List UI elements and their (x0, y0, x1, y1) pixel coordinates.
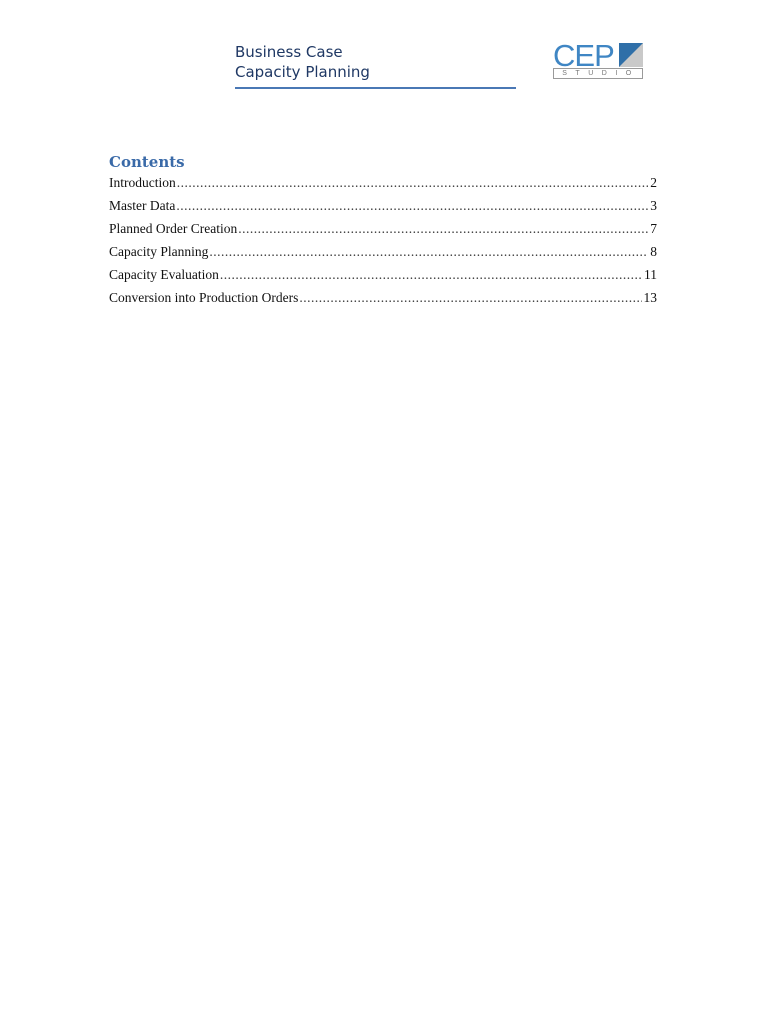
document-header-title (235, 42, 370, 82)
toc-entry[interactable] (109, 221, 657, 244)
cep-studio-logo (553, 38, 645, 81)
toc-entry-page: 8 (650, 244, 657, 259)
logo-subtext: STUDIO (562, 70, 640, 77)
header-title-line1: Business Case (235, 43, 343, 61)
toc-leader-dots (177, 175, 649, 191)
toc-entry-label: Planned Order Creation (109, 221, 238, 236)
header-title-line2: Capacity Planning (235, 63, 370, 81)
toc-entry-label: Capacity Planning (109, 244, 209, 259)
toc-entry[interactable] (109, 290, 657, 313)
toc-entry-label: Conversion into Production Orders (109, 290, 299, 305)
toc-leader-dots (238, 221, 648, 237)
toc-leader-dots (299, 290, 641, 306)
toc-leader-dots (176, 198, 648, 214)
toc-entry-page: 13 (643, 290, 657, 305)
toc-entry-page: 2 (650, 175, 657, 190)
toc-entry-page: 7 (650, 221, 657, 236)
contents-heading: Contents (109, 153, 185, 171)
logo-text: CEP (553, 38, 614, 73)
toc-leader-dots (220, 267, 642, 283)
toc-leader-dots (209, 244, 648, 260)
toc-entry-page: 11 (644, 267, 657, 282)
toc-entry[interactable] (109, 198, 657, 221)
logo-mark-icon (619, 43, 643, 67)
logo-studio-box (553, 68, 643, 79)
toc-entry[interactable] (109, 244, 657, 267)
toc-entry[interactable] (109, 175, 657, 198)
header-rule (235, 87, 516, 89)
toc-entry-label: Capacity Evaluation (109, 267, 219, 282)
toc-entry-page: 3 (650, 198, 657, 213)
toc-entry-label: Master Data (109, 198, 176, 213)
table-of-contents (109, 175, 657, 313)
toc-entry-label: Introduction (109, 175, 176, 190)
toc-entry[interactable] (109, 267, 657, 290)
